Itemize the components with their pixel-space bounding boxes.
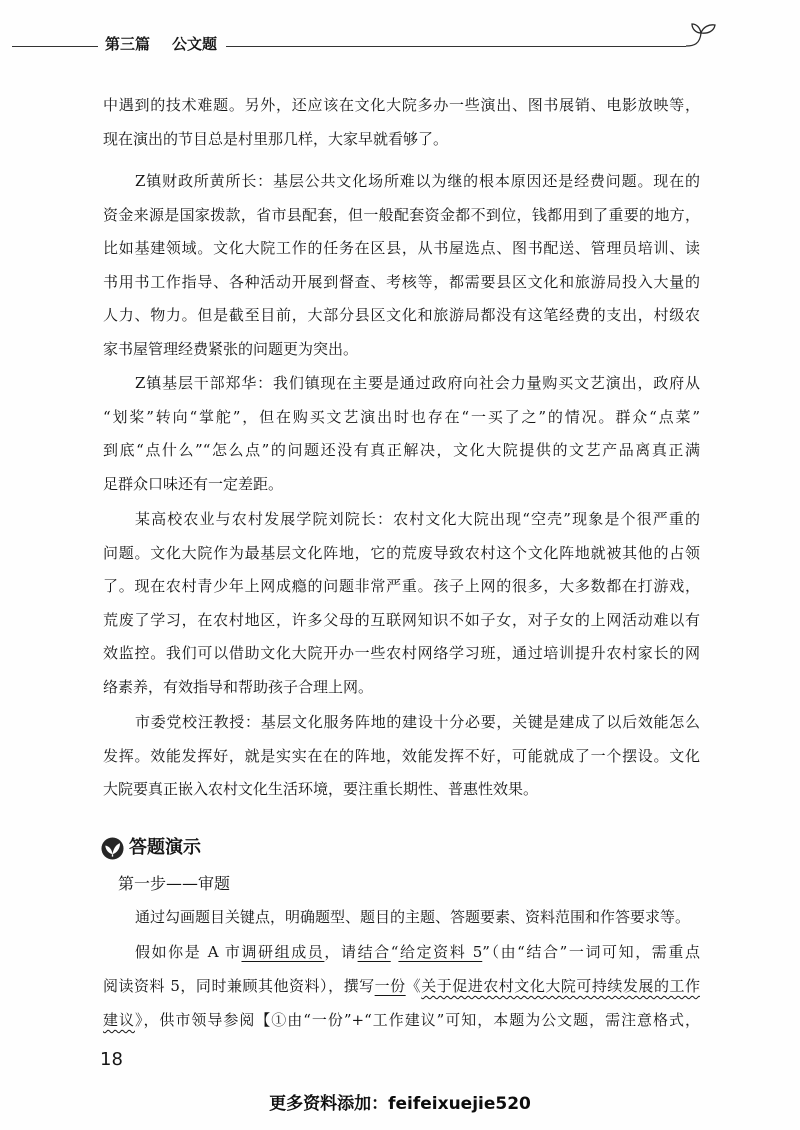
text-line: 市委党校汪教授：基层文化服务阵地的建设十分必要，关键是建成了以后效能怎么	[135, 713, 700, 731]
text-line: 书用书工作指导、各种活动开展到督查、考核等，都需要县区文化和旅游局投入大量的	[103, 272, 700, 291]
text-line: 足群众口味还有一定差距。	[103, 474, 284, 493]
text-line: Z镇财政所黄所长：基层公共文化场所难以为继的根本原因还是经费问题。现在的	[135, 172, 700, 190]
text-line: 家书屋管理经费紧张的问题更为突出。	[103, 339, 359, 358]
text-line: 资金来源是国家拨款，省市县配套，但一般配套资金都不到位，钱都用到了重要的地方，	[103, 205, 700, 224]
header-part-label: 第三篇	[105, 35, 151, 53]
text-line: 某高校农业与农村发展学院刘院长：农村文化大院出现“空壳”现象是个很严重的	[135, 510, 700, 528]
text-segment: ，请	[324, 943, 358, 961]
wavy-underlined-title: 建议	[103, 1011, 135, 1029]
material-paragraph-3	[103, 367, 700, 501]
text-line: 到底“点什么”“怎么点”的问题还没有真正解决，文化大院提供的文艺产品离真正满	[103, 441, 700, 459]
text-line: 了。现在农村青少年上网成瘾的问题非常严重。孩子上网的很多，大多数都在打游戏，	[103, 577, 700, 595]
underlined-keyword: 结合	[357, 943, 391, 961]
text-line: 通过勾画题目关键点，明确题型、题目的主题、答题要素、资料范围和作答要求等。	[135, 908, 691, 926]
intro-paragraph	[103, 901, 700, 935]
text-segment: ”（由“结合”一词可知，需重点	[482, 943, 700, 961]
header-rule-right	[226, 46, 686, 47]
text-line: 人力、物力。但是截至目前，大部分县区文化和旅游局都没有这笔经费的支出，村级农	[103, 306, 700, 324]
running-header	[105, 33, 217, 55]
sprout-badge-icon	[101, 837, 124, 860]
header-rule-left	[12, 46, 98, 47]
text-segment: 《	[405, 977, 422, 995]
text-segment: 假如你是 A 市	[135, 943, 242, 961]
text-line: Z镇基层干部郑华：我们镇现在主要是通过政府向社会力量购买文艺演出，政府从	[135, 374, 700, 392]
material-paragraph-4	[103, 503, 700, 704]
underlined-keyword: 调研组成员	[241, 943, 325, 961]
text-segment: 阅读资料 5，同时兼顾其他资料），撰写	[103, 977, 375, 995]
text-segment: “	[390, 943, 399, 961]
underlined-keyword: 给定资料 5	[398, 943, 483, 961]
text-line: 大院要真正嵌入农村文化生活环境，要注重长期性、普惠性效果。	[103, 780, 539, 798]
material-paragraph-2	[103, 165, 700, 366]
text-line	[103, 969, 700, 1003]
text-line: 效监控。我们可以借助文化大院开办一些农村网络学习班，通过培训提升农村家长的网	[103, 644, 700, 662]
question-paragraph	[103, 935, 700, 1037]
material-paragraph-1	[103, 89, 700, 156]
step-title: 第一步——审题	[118, 874, 231, 893]
text-line: 中遇到的技术难题。另外，还应该在文化大院多办一些演出、图书展销、电影放映等，	[103, 96, 700, 114]
page-number: 18	[100, 1049, 123, 1070]
text-line: 荒废了学习，在农村地区，许多父母的互联网知识不如子女，对子女的上网活动难以有	[103, 610, 700, 629]
header-chapter-title: 公文题	[172, 35, 218, 53]
wavy-underlined-title: 关于促进农村文化大院可持续发展的工作	[421, 977, 700, 995]
material-paragraph-5	[103, 706, 700, 807]
footer-note: 更多资料添加：feifeixuejie520	[269, 1094, 531, 1114]
sprout-icon	[684, 20, 718, 50]
section-heading: 答题演示	[129, 837, 201, 858]
text-line: 发挥。效能发挥好，就是实实在在的阵地，效能发挥不好，可能就成了一个摆设。文化	[103, 746, 700, 765]
text-line	[103, 935, 700, 969]
text-line: 络素养，有效指导和帮助孩子合理上网。	[103, 677, 374, 696]
text-line: 比如基建领域。文化大院工作的任务在区县，从书屋选点、图书配送、管理员培训、读	[103, 239, 700, 257]
text-line: 现在演出的节目总是村里那几样，大家早就看够了。	[103, 129, 449, 148]
text-line: 问题。文化大院作为最基层文化阵地，它的荒废导致农村这个文化阵地就被其他的占领	[103, 543, 700, 562]
underlined-keyword: 一份	[374, 977, 406, 995]
text-line	[103, 1003, 700, 1037]
text-segment: 》，供市领导参阅【①由“一份”+“工作建议”可知，本题为公文题，需注意格式，	[134, 1011, 700, 1029]
text-line: “划桨”转向“掌舵”，但在购买文艺演出时也存在“一买了之”的情况。群众“点菜”	[103, 407, 700, 426]
